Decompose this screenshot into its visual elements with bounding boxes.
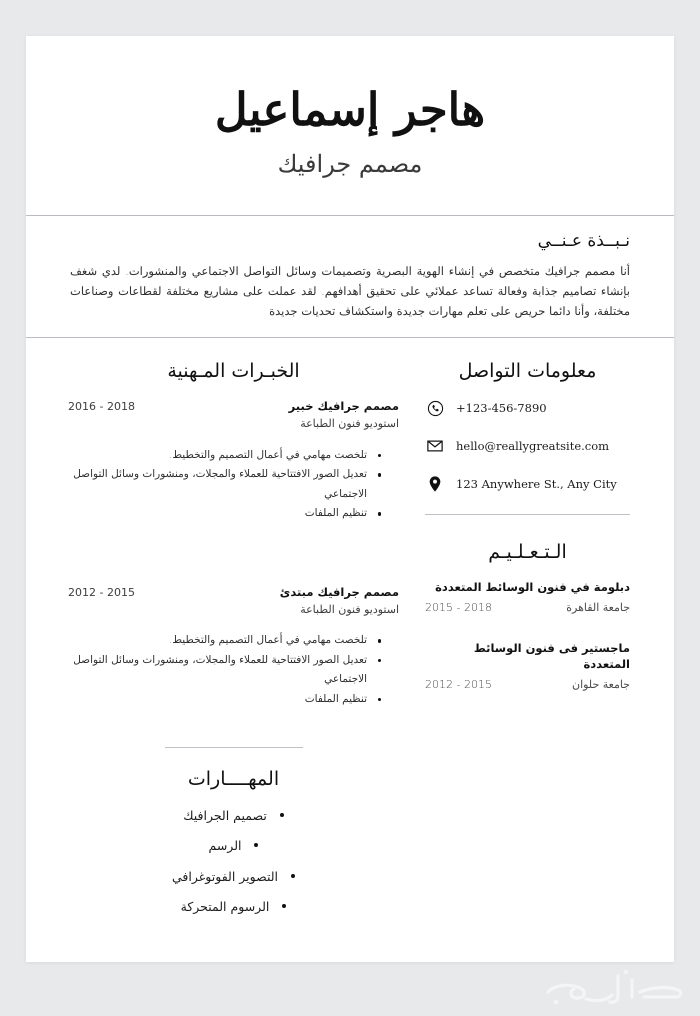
experience-bullet: تنظيم الملفات (68, 504, 381, 523)
education-meta (425, 678, 630, 691)
contact-item-email[interactable] (425, 436, 630, 456)
experience-entry (68, 398, 399, 523)
experience-heading: الخبـرات المـهنية (167, 360, 300, 383)
experience-dates: 2012 - 2015 (68, 585, 135, 599)
resume-page (26, 36, 674, 962)
skill-label: تصميم الجرافيك (183, 806, 284, 825)
education-degree: ماجستير فى فنون الوسائط المتعددة (473, 640, 630, 672)
skill-label: الرسم (209, 836, 259, 855)
resume-header (26, 36, 674, 178)
skill-item (68, 806, 399, 836)
experience-role: مصمم جرافيك مبتدئ (279, 584, 399, 599)
experience-entry (68, 584, 399, 709)
experience-company: استوديو فنون الطباعة (300, 602, 399, 616)
contact-list (425, 398, 630, 494)
skill-item (68, 897, 399, 927)
location-pin-icon (425, 474, 445, 494)
skills-section (68, 747, 399, 928)
education-dates: 2012 - 2015 (425, 678, 492, 692)
education-entry (425, 640, 630, 691)
resume-body (26, 338, 674, 927)
experience-role-wrap (280, 584, 399, 619)
experience-role: مصمم جرافيك خبير (288, 399, 399, 414)
experience-bullets (68, 446, 399, 524)
contact-address-value: 123 Anywhere St., Any City (456, 477, 617, 492)
experience-company: استوديو فنون الطباعة (300, 417, 399, 431)
experience-bullet: تعديل الصور الافتتاحية للعملاء والمجلات، ومنشورات وسائل التواصل الاجتماعي (68, 651, 381, 690)
skills-list (68, 806, 399, 928)
main-column (60, 360, 425, 927)
phone-icon (425, 398, 445, 418)
experience-dates: 2016 - 2018 (68, 400, 135, 414)
skill-item (68, 867, 399, 897)
about-section (26, 216, 674, 337)
skill-label: التصوير الفوتوغرافي (172, 867, 295, 886)
experience-bullet: تلخصت مهامي في أعمال التصميم والتخطيط. (68, 631, 381, 650)
contact-heading: معلومات التواصل (458, 360, 597, 383)
skills-heading: المهــــارات (187, 768, 280, 790)
candidate-name: هاجر إسماعيل (214, 83, 486, 136)
experience-bullet: تنظيم الملفات (68, 690, 381, 709)
contact-item-address[interactable] (425, 474, 630, 494)
experience-list (68, 398, 399, 709)
contact-education-divider (425, 514, 630, 515)
education-school: جامعة حلوان (571, 678, 630, 692)
education-degree: دبلومة في فنون الوسائط المتعددة (435, 580, 630, 595)
education-entry (425, 579, 630, 614)
experience-bullets (68, 631, 399, 709)
education-meta (425, 601, 630, 614)
experience-bullet: تعديل الصور الافتتاحية للعملاء والمجلات، ومنشورات وسائل التواصل الاجتماعي (68, 465, 381, 504)
contact-phone-value: +123-456-7890 (456, 401, 547, 416)
sidebar-column (425, 360, 640, 927)
about-text: أنا مصمم جرافيك متخصص في إنشاء الهوية البصرية وتصميمات وسائل التواصل الاجتماعي والمنشورات. لدي شغف بإنشاء تصاميم جذابة وفعالة تساعد عملائي على تحقيق أهدافهم. لقد عملت على مشاريع مختلفة لقطاعات وصناعات مختلفة، وأنا دائما حريص على تعلم مهارات جديدة واستكشاف تحديات جديدة (70, 263, 630, 318)
education-school: جامعة القاهرة (566, 600, 630, 614)
about-heading: نـبــذة عـنــي (537, 230, 630, 251)
education-dates: 2015 - 2018 (425, 600, 492, 614)
skills-divider (165, 747, 303, 748)
education-heading: الـتـعـلـيـم (488, 541, 567, 564)
contact-item-phone[interactable] (425, 398, 630, 418)
experience-entry-header (68, 584, 399, 619)
experience-spacer (68, 538, 399, 584)
education-list (425, 579, 630, 691)
skill-item (68, 836, 399, 866)
candidate-job-title: مصمم جرافيك (277, 149, 423, 178)
experience-bullet: تلخصت مهامي في أعمال التصميم والتخطيط. (68, 446, 381, 465)
skill-label: الرسوم المتحركة (181, 897, 287, 916)
experience-role-wrap (289, 398, 399, 433)
envelope-icon (425, 436, 445, 456)
contact-email-value: hello@reallygreatsite.com (456, 439, 610, 454)
experience-entry-header (68, 398, 399, 433)
